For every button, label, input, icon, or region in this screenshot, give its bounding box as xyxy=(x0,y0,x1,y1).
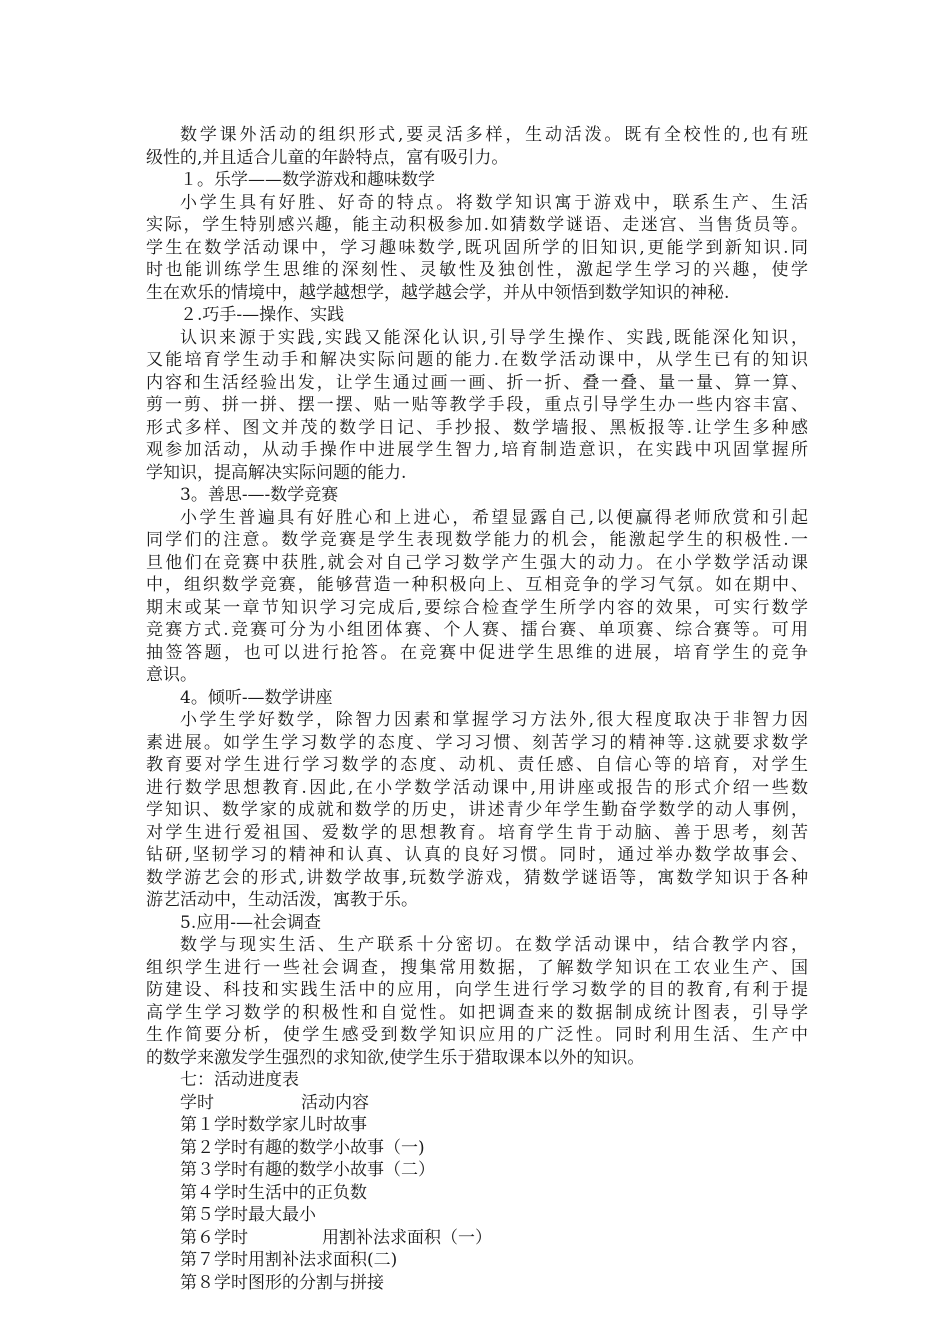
paragraph-line: 对学生进行爱祖国、爱数学的思想教育。培育学生肯于动脑、善于思考，刻苦 xyxy=(146,822,808,843)
schedule-row xyxy=(146,1182,808,1205)
schedule-row xyxy=(146,1272,808,1295)
paragraph-line: 进行数学思想教育.因此,在小学数学活动课中,用讲座或报告的形式介绍一些数 xyxy=(146,777,808,798)
paragraph-line: 剪一剪、拼一拼、摆一摆、贴一贴等教学手段，重点引导学生办一些内容丰富、 xyxy=(146,395,808,415)
paragraph-line: 学知识，提高解决实际问题的能力. xyxy=(146,462,407,483)
paragraph-line: 内容和生活经验出发，让学生通过画一画、折一折、叠一叠、量一量、算一算、 xyxy=(146,372,808,393)
paragraph-line: 认识来源于实践,实践又能深化认识,引导学生操作、实践,既能深化知识， xyxy=(180,327,808,348)
intro-line: 数学课外活动的组织形式,要灵活多样，生动活泼。既有全校性的,也有班 xyxy=(180,125,808,145)
schedule-content: 用割补法求面积(二) xyxy=(248,1250,398,1270)
intro-paragraph xyxy=(146,124,808,169)
paragraph-line: 抽签答题，也可以进行抢答。在竞赛中促进学生思维的进展，培育学生的竞争 xyxy=(146,642,808,663)
document-page xyxy=(146,124,808,1294)
paragraph-line: 小学生具有好胜、好奇的特点。将数学知识寓于游戏中，联系生产、生活 xyxy=(180,192,808,213)
section-5 xyxy=(146,912,808,1070)
paragraph-line: 素进展。如学生学习数学的态度、学习习惯、刻苦学习的精神等.这就要求数学 xyxy=(146,732,808,753)
section-heading: ２.巧手-—操作、实践 xyxy=(180,305,345,325)
paragraph-line: 形式多样、图文并茂的数学日记、手抄报、数学墙报、黑板报等.让学生多种感 xyxy=(146,417,808,438)
activity-schedule xyxy=(146,1069,808,1294)
paragraph-line: 同学们的注意。数学竞赛是学生表现数学能力的机会，能激起学生的积极性.一 xyxy=(146,530,808,550)
paragraph-line: 学生在数学活动课中，学习趣味数学,既巩固所学的旧知识,更能学到新知识.同 xyxy=(146,237,808,258)
paragraph-line: 数学与现实生活、生产联系十分密切。在数学活动课中，结合教学内容， xyxy=(180,935,808,955)
schedule-row xyxy=(146,1159,808,1182)
section-4 xyxy=(146,687,808,912)
paragraph-line: 观参加活动，从动手操作中进展学生智力,培育制造意识，在实践中巩固掌握所 xyxy=(146,440,808,460)
schedule-content: 用割补法求面积（一） xyxy=(322,1227,492,1248)
paragraph-line: 期末或某一章节知识学习完成后,要综合检查学生所学内容的效果，可实行数学 xyxy=(146,597,808,618)
paragraph-line: 组织学生进行一些社会调查，搜集常用数据，了解数学知识在工农业生产、国 xyxy=(146,957,808,978)
section-3 xyxy=(146,484,808,687)
schedule-period: 第３学时 xyxy=(180,1160,248,1180)
paragraph-line: 又能培育学生动手和解决实际问题的能力.在数学活动课中，从学生已有的知识 xyxy=(146,350,808,370)
section-heading: 4。倾听-—数学讲座 xyxy=(180,687,333,708)
paragraph-line: 生作简要分析，使学生感受到数学知识应用的广泛性。同时利用生活、生产中 xyxy=(146,1025,808,1045)
schedule-rows xyxy=(146,1114,808,1294)
schedule-row xyxy=(146,1204,808,1227)
paragraph-line: 教育要对学生进行学习数学的态度、动机、责任感、自信心等的培育，对学生 xyxy=(146,755,808,775)
schedule-row xyxy=(146,1114,808,1137)
paragraph-line: 小学生学好数学，除智力因素和掌握学习方法外,很大程度取决于非智力因 xyxy=(180,710,808,730)
schedule-content: 图形的分割与拼接 xyxy=(248,1272,384,1293)
paragraph-line: 旦他们在竞赛中获胜,就会对自己学习数学产生强大的动力。在小学数学活动课 xyxy=(146,552,808,573)
schedule-period: 第８学时 xyxy=(180,1272,248,1293)
schedule-row xyxy=(146,1227,808,1250)
section-heading: 5.应用-—社会调查 xyxy=(180,912,321,933)
schedule-content: 生活中的正负数 xyxy=(248,1182,367,1203)
sections-container xyxy=(146,169,808,1069)
schedule-period: 第２学时 xyxy=(180,1137,248,1158)
section-heading: 3。善思-—-数学竞赛 xyxy=(180,485,339,505)
paragraph-line: 防建设、科技和实践生活中的应用，向学生进行学习数学的目的教育,有利于提 xyxy=(146,980,808,1000)
section-heading: １。乐学——数学游戏和趣味数学 xyxy=(180,170,435,190)
section-2 xyxy=(146,304,808,484)
schedule-content: 有趣的数学小故事（二） xyxy=(248,1160,435,1180)
schedule-period: 第６学时 xyxy=(180,1227,248,1248)
schedule-period: 第５学时 xyxy=(180,1205,248,1225)
paragraph-line: 高学生学习数学的积极性和自觉性。如把调查来的数据制成统计图表，引导学 xyxy=(146,1002,808,1023)
schedule-period: 第７学时 xyxy=(180,1250,248,1270)
paragraph-line: 中，组织数学竞赛，能够营造一种积极向上、互相竞争的学习气氛。如在期中、 xyxy=(146,575,808,595)
schedule-title: 七：活动进度表 xyxy=(180,1070,299,1090)
paragraph-line: 意识。 xyxy=(146,665,197,685)
paragraph-line: 实际，学生特别感兴趣，能主动积极参加.如猜数学谜语、走迷宫、当售货员等。 xyxy=(146,215,808,235)
paragraph-line: 时也能训练学生思维的深刻性、灵敏性及独创性，激起学生学习的兴趣，使学 xyxy=(146,260,808,280)
paragraph-line: 游艺活动中，生动活泼，寓教于乐。 xyxy=(146,890,418,910)
schedule-row xyxy=(146,1249,808,1272)
schedule-row xyxy=(146,1137,808,1160)
schedule-content: 最大最小 xyxy=(248,1205,316,1225)
intro-line: 级性的,并且适合儿童的年龄特点，富有吸引力。 xyxy=(146,147,509,168)
schedule-col-content: 活动内容 xyxy=(301,1092,369,1113)
paragraph-line: 生在欢乐的情境中，越学越想学，越学越会学，并从中领悟到数学知识的神秘. xyxy=(146,282,730,303)
paragraph-line: 小学生普遍具有好胜心和上进心，希望显露自己,以便赢得老师欣赏和引起 xyxy=(180,507,808,528)
schedule-content: 有趣的数学小故事（一) xyxy=(248,1137,425,1158)
schedule-header-row xyxy=(146,1092,808,1115)
paragraph-line: 学知识、数学家的成就和数学的历史，讲述青少年学生勤奋学数学的动人事例， xyxy=(146,800,808,820)
paragraph-line: 数学游艺会的形式,讲数学故事,玩数学游戏，猜数学谜语等，寓数学知识于各种 xyxy=(146,867,808,888)
schedule-period: 第１学时 xyxy=(180,1115,248,1135)
paragraph-line: 钻研,坚韧学习的精神和认真、认真的良好习惯。同时，通过举办数学故事会、 xyxy=(146,845,808,865)
schedule-content: 数学家儿时故事 xyxy=(248,1115,367,1135)
schedule-period: 第４学时 xyxy=(180,1182,248,1203)
section-1 xyxy=(146,169,808,304)
paragraph-line: 的数学来激发学生强烈的求知欲,使学生乐于猎取课本以外的知识。 xyxy=(146,1047,645,1068)
schedule-col-period: 学时 xyxy=(180,1092,214,1113)
paragraph-line: 竞赛方式.竞赛可分为小组团体赛、个人赛、擂台赛、单项赛、综合赛等。可用 xyxy=(146,620,808,640)
